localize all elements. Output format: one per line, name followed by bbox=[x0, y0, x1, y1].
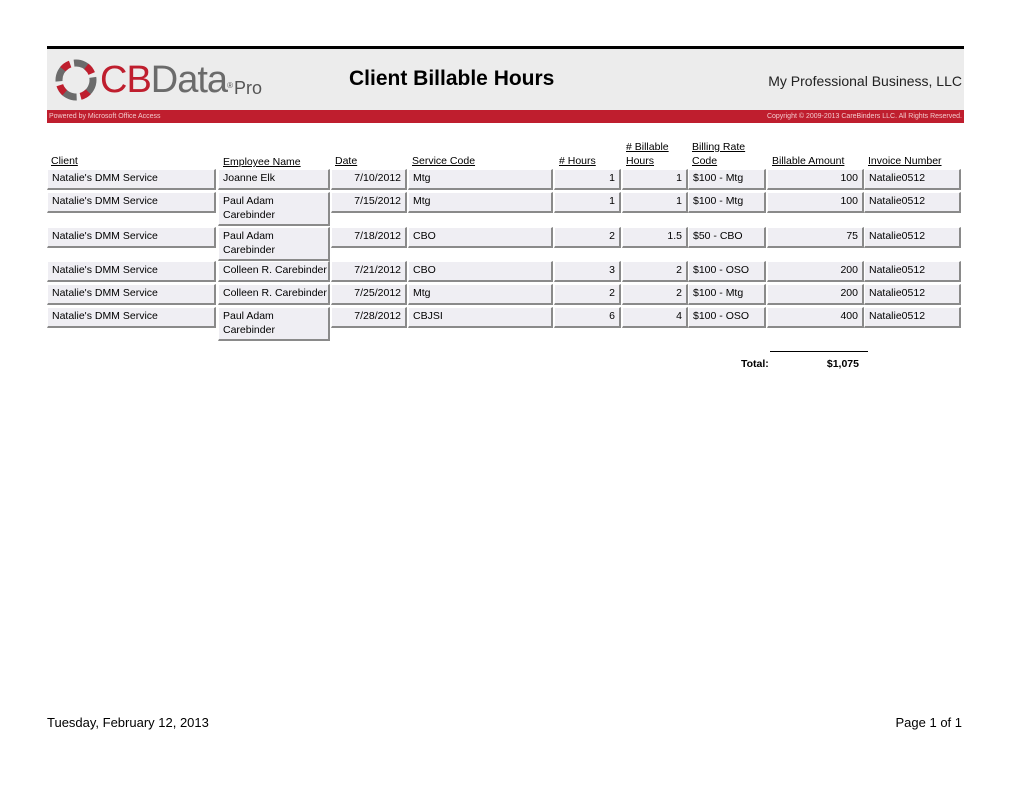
col-header-employee: Employee Name bbox=[223, 156, 301, 168]
footer-date: Tuesday, February 12, 2013 bbox=[47, 715, 209, 730]
cell-client: Natalie's DMM Service bbox=[47, 227, 216, 248]
cell-billable-amount: 200 bbox=[767, 261, 864, 282]
cell-employee: Colleen R. Carebinder bbox=[218, 261, 330, 282]
cell-billing-rate: $100 - OSO bbox=[688, 307, 766, 328]
cell-hours: 6 bbox=[554, 307, 621, 328]
cell-billing-rate: $100 - Mtg bbox=[688, 284, 766, 305]
cell-hours: 3 bbox=[554, 261, 621, 282]
cell-billing-rate: $100 - OSO bbox=[688, 261, 766, 282]
logo-data-text: Data bbox=[150, 59, 228, 101]
col-header-billable-amount: Billable Amount bbox=[772, 155, 845, 167]
cell-hours: 2 bbox=[554, 227, 621, 248]
cell-billable-hours: 2 bbox=[622, 261, 688, 282]
cell-billable-hours: 1.5 bbox=[622, 227, 688, 248]
cell-hours: 2 bbox=[554, 284, 621, 305]
cell-service-code: Mtg bbox=[408, 169, 553, 190]
cell-invoice-number: Natalie0512 bbox=[864, 307, 961, 328]
cell-date: 7/21/2012 bbox=[331, 261, 407, 282]
cell-employee: Colleen R. Carebinder bbox=[218, 284, 330, 305]
col-header-billable-hours-line1: # Billable bbox=[626, 141, 669, 153]
cell-service-code: CBO bbox=[408, 261, 553, 282]
footer-page-number: Page 1 of 1 bbox=[895, 715, 962, 730]
cell-billable-hours: 4 bbox=[622, 307, 688, 328]
col-header-billing-rate-line1: Billing Rate bbox=[692, 141, 746, 153]
cell-billable-amount: 200 bbox=[767, 284, 864, 305]
cell-hours: 1 bbox=[554, 192, 621, 213]
logo-pro-text: Pro bbox=[234, 78, 263, 98]
logo-wordmark bbox=[100, 56, 232, 104]
cell-billable-amount: 400 bbox=[767, 307, 864, 328]
cell-invoice-number: Natalie0512 bbox=[864, 192, 961, 213]
logo-registered-mark: ® bbox=[227, 81, 232, 90]
cell-client: Natalie's DMM Service bbox=[47, 284, 216, 305]
cell-client: Natalie's DMM Service bbox=[47, 192, 216, 213]
cell-billing-rate: $50 - CBO bbox=[688, 227, 766, 248]
cell-date: 7/18/2012 bbox=[331, 227, 407, 248]
cell-invoice-number: Natalie0512 bbox=[864, 227, 961, 248]
copyright-text: Copyright © 2009-2013 CareBinders LLC. All Rights Reserved. bbox=[766, 113, 962, 120]
col-header-hours: # Hours bbox=[559, 155, 596, 167]
col-header-client: Client bbox=[51, 155, 78, 167]
col-header-billing-rate-line2: Code bbox=[692, 155, 718, 167]
report-title: Client Billable Hours bbox=[349, 67, 555, 90]
powered-by-text: Powered by Microsoft Office Access bbox=[49, 113, 161, 120]
cell-date: 7/10/2012 bbox=[331, 169, 407, 190]
cell-invoice-number: Natalie0512 bbox=[864, 169, 961, 190]
total-rule bbox=[770, 351, 868, 352]
cell-service-code: Mtg bbox=[408, 192, 553, 213]
cell-employee: Joanne Elk bbox=[218, 169, 330, 190]
cell-billable-hours: 1 bbox=[622, 192, 688, 213]
cell-billable-hours: 2 bbox=[622, 284, 688, 305]
cell-billable-amount: 100 bbox=[767, 169, 864, 190]
col-header-date: Date bbox=[335, 155, 358, 167]
cell-employee: Paul Adam Carebinder bbox=[218, 192, 330, 226]
cbdata-logo bbox=[54, 56, 274, 104]
cell-date: 7/28/2012 bbox=[331, 307, 407, 328]
cbdata-logo-icon bbox=[54, 58, 98, 102]
company-name: My Professional Business, LLC bbox=[768, 73, 962, 89]
logo-cb-text: CB bbox=[100, 59, 151, 101]
cell-client: Natalie's DMM Service bbox=[47, 261, 216, 282]
cell-service-code: CBO bbox=[408, 227, 553, 248]
col-header-service-code: Service Code bbox=[412, 155, 476, 167]
col-header-billable-hours-line2: Hours bbox=[626, 155, 655, 167]
cell-date: 7/15/2012 bbox=[331, 192, 407, 213]
total-label: Total: bbox=[741, 358, 769, 370]
cell-date: 7/25/2012 bbox=[331, 284, 407, 305]
brand-bar bbox=[47, 110, 964, 123]
cell-client: Natalie's DMM Service bbox=[47, 307, 216, 328]
cell-employee: Paul Adam Carebinder bbox=[218, 227, 330, 261]
cell-billable-amount: 75 bbox=[767, 227, 864, 248]
cell-employee: Paul Adam Carebinder bbox=[218, 307, 330, 341]
cell-hours: 1 bbox=[554, 169, 621, 190]
cell-billable-amount: 100 bbox=[767, 192, 864, 213]
cell-billing-rate: $100 - Mtg bbox=[688, 192, 766, 213]
col-header-invoice-number: Invoice Number bbox=[868, 155, 942, 167]
cell-invoice-number: Natalie0512 bbox=[864, 261, 961, 282]
cell-service-code: Mtg bbox=[408, 284, 553, 305]
cell-billable-hours: 1 bbox=[622, 169, 688, 190]
cell-invoice-number: Natalie0512 bbox=[864, 284, 961, 305]
cell-client: Natalie's DMM Service bbox=[47, 169, 216, 190]
total-value: $1,075 bbox=[826, 358, 859, 370]
cell-service-code: CBJSI bbox=[408, 307, 553, 328]
cell-billing-rate: $100 - Mtg bbox=[688, 169, 766, 190]
